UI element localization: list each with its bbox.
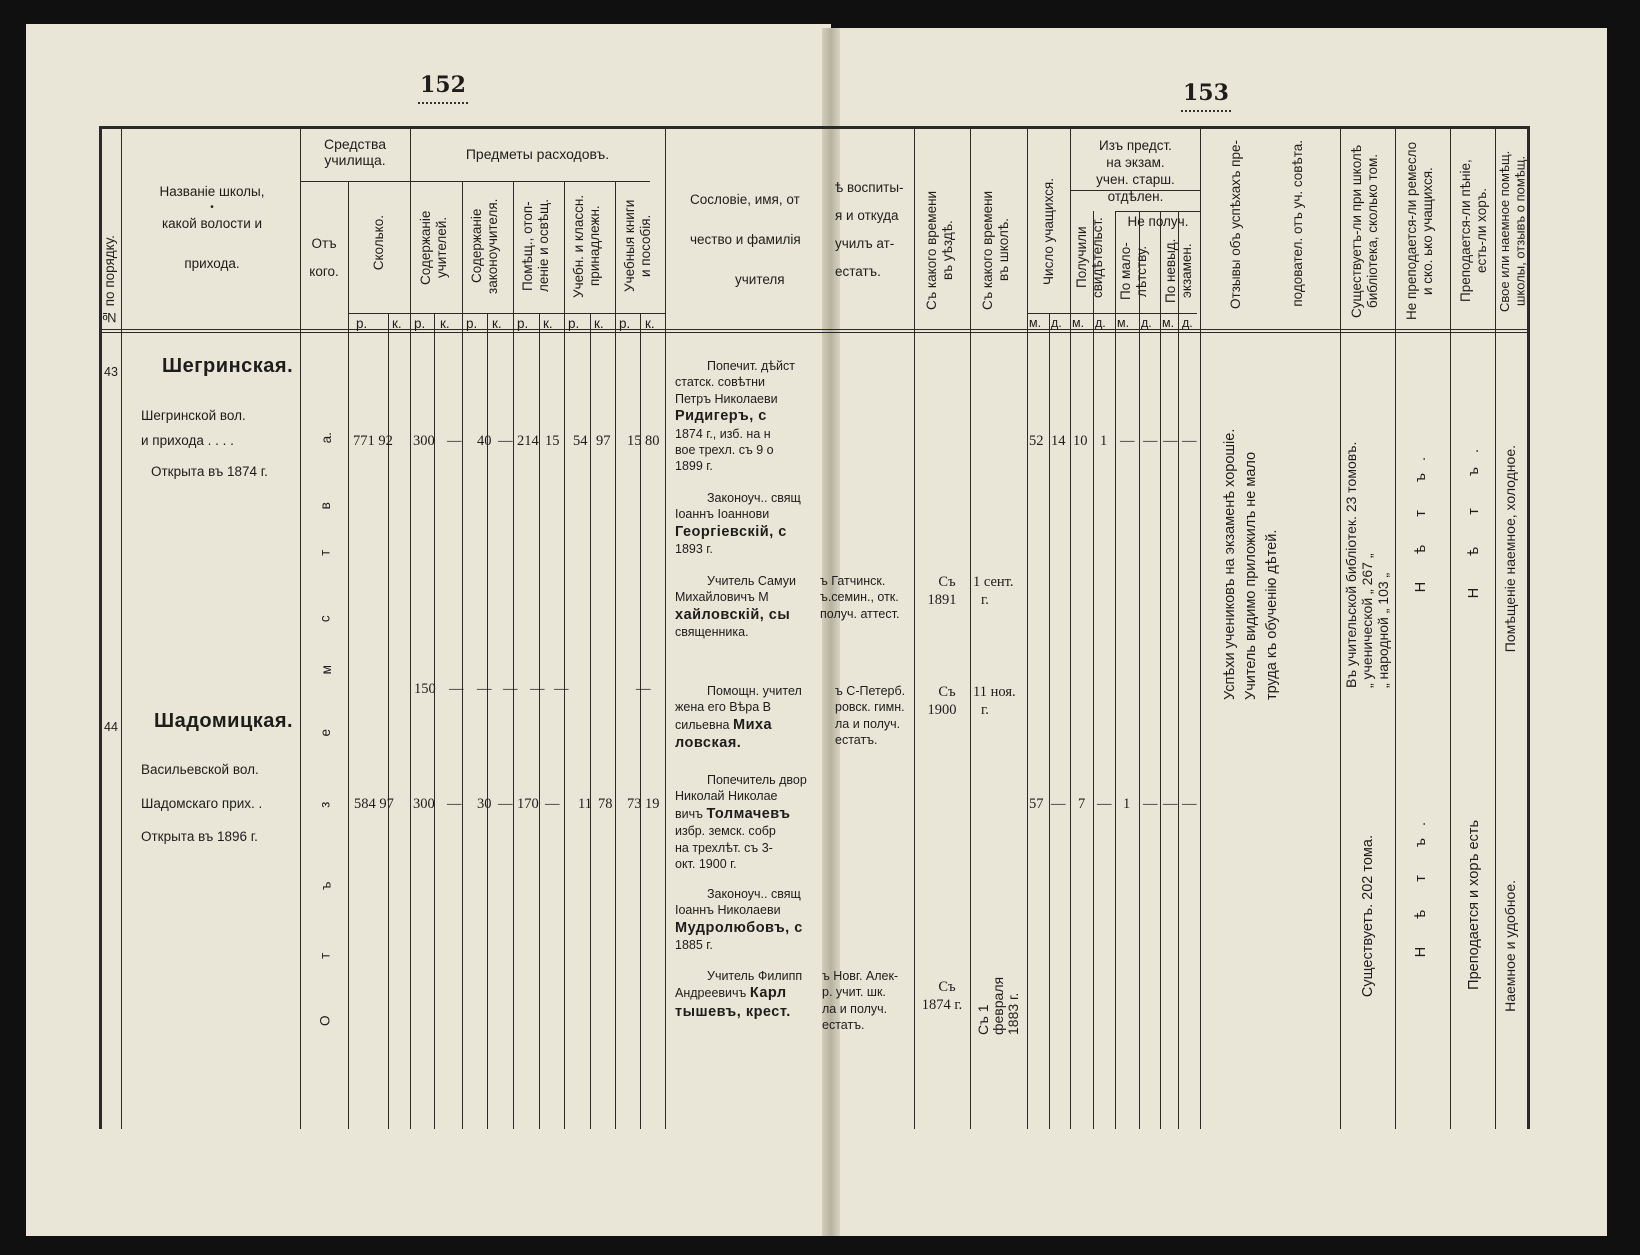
header-crafts: Не преподается-ли ремесло и ско. ько учащихся. <box>1404 141 1436 321</box>
teacher-entry: Попечит. дѣйст статск. совѣтни Петръ Николаеви Ридигеръ, с 1874 г., изб. на н вое трехл. съ 9 о 1899 г. <box>675 359 795 474</box>
header-premises: Свое или наемное помѣщ. школы, отзывъ о помѣщ. <box>1497 150 1528 312</box>
funds-amount: 771 92 <box>353 433 393 449</box>
school-crafts: Н ѣ т ъ. <box>1413 445 1429 593</box>
school-crafts: Н ѣ т ъ. <box>1413 810 1429 958</box>
teacher-entry: Законоуч.. свящ Іоаннъ Николаеви Мудролюбовъ, с 1885 г. <box>675 887 803 953</box>
right-page-number: 153 <box>1183 80 1229 106</box>
header-by-age: По мало- лѣтству. <box>1118 242 1150 300</box>
school-name: Шегринская. <box>162 355 294 377</box>
since-uyezd: Съ 1900 <box>927 684 957 718</box>
school-district: Шегринской вол. <box>141 408 246 423</box>
teacher-entry: Помощн. учител жена его Вѣра В сильевна Миха ловская. <box>675 684 802 752</box>
school-premises: Помѣщеніе наемное, холодное. <box>1502 445 1518 653</box>
school-premises: Наемное и удобное. <box>1502 880 1518 1012</box>
header-school-name: Названіе школы, • какой волости и прихода. <box>159 184 265 271</box>
school-library: Существуетъ. 202 тома. <box>1360 835 1376 998</box>
school-singing: Преподается и хоръ есть <box>1466 820 1482 990</box>
since-school: Съ 1 февраля 1883 г. <box>975 976 1021 1035</box>
school-district: Васильевской вол. <box>141 762 259 777</box>
header-exp-class: Учебн. и классн. принадлежн. <box>571 194 603 298</box>
header-since-school: Съ какого времени въ школѣ. <box>980 190 1012 310</box>
header-teacher-left: Сословіе, имя, от чество и фамилія учителя <box>690 192 801 287</box>
school-library: Въ учительской библіотек. 23 томовъ. „ ученической „ 267 „ „ народной „ 103 „ <box>1343 441 1391 688</box>
header-reviews-2: подовател. отъ уч. совѣта. <box>1290 140 1305 307</box>
header-exp-premises: Помѣщ., отоп- леніе и освѣщ. <box>520 199 552 293</box>
header-exam: Изъ предст. на экзам. учен. старш. отдѣлен. <box>1096 138 1175 204</box>
since-school: 11 ноя. г. <box>973 684 1016 718</box>
header-no-show: По невыд. экзамен. <box>1163 238 1195 304</box>
header-received-cert: Получили свидѣтельст. <box>1074 217 1106 298</box>
header-exp-law: Содержаніе законоучителя. <box>469 198 501 294</box>
school-review: Успѣхи учениковъ на экзаменѣ хорошіе. Учитель видимо приложилъ не мало труда къ обученію дѣтей. <box>1222 428 1280 700</box>
teacher-entry: Попечитель двор Николай Николае вичъ Толмачевъ избр. земск. собр на трехлѣт. съ 3- окт. 1900 г. <box>675 773 807 871</box>
teacher-entry: Учитель Филипп Андреевичъ Карл тышевъ, крест. <box>675 969 803 1021</box>
header-exp-teachers: Содержаніе учителей. <box>418 210 450 285</box>
row-number: 44 <box>104 720 118 734</box>
teacher-education: ъ Новг. Алек- р. учит. шк. ла и получ. естатъ. <box>822 969 899 1032</box>
header-since-uyezd: Съ какого времени въ уѣздѣ. <box>924 190 956 310</box>
header-exp-books: Учебныя книги и пособія. <box>622 199 654 293</box>
left-page-number: 152 <box>420 72 466 98</box>
school-singing: Н ѣ т ъ. <box>1466 435 1482 599</box>
since-school: 1 сент. г. <box>973 574 1014 608</box>
funds-amount: 584 97 <box>354 796 394 812</box>
header-funds-amount: Сколько. <box>371 215 386 271</box>
header-singing: Преподается-ли пѣніе, есть-ли хоръ. <box>1458 159 1490 303</box>
since-uyezd: Съ 1891 <box>927 574 957 608</box>
school-opened: Открыта въ 1874 г. <box>151 464 268 479</box>
header-funds: Средства училища. <box>323 136 387 169</box>
teacher-education: ъ С-Петерб. ровск. гимн. ла и получ. естатъ. <box>835 684 906 747</box>
header-pupils: Число учащихся. <box>1041 178 1056 285</box>
teacher-entry: Учитель Самуи Михайловичъ М хайловскій, сы священника. <box>675 574 796 640</box>
header-not-received: Не получ. <box>1127 214 1189 229</box>
school-parish: и прихода . . . . <box>141 433 234 448</box>
header-funds-from: Отъ кого. <box>309 236 339 279</box>
header-library: Существуетъ-ли при школѣ библіотека, сколько том. <box>1349 144 1381 318</box>
header-expenses: Предметы расходовъ. <box>465 146 610 162</box>
header-teacher-right: ѣ воспиты- я и откуда училъ ат- естатъ. <box>835 180 904 279</box>
since-uyezd: Съ 1874 г. <box>921 979 963 1013</box>
teacher-education: ъ Гатчинск. ъ.семин., отк. получ. аттест. <box>820 574 900 621</box>
school-opened: Открыта въ 1896 г. <box>141 829 258 844</box>
row-number: 43 <box>104 365 118 379</box>
school-parish: Шадомскаго прих. . <box>141 796 263 811</box>
teacher-entry: Законоуч.. свящ Іоаннъ Іоаннови Георгіевскій, с 1893 г. <box>675 491 801 557</box>
header-row-number: № по порядку. <box>102 235 117 325</box>
school-name: Шадомицкая. <box>154 710 294 732</box>
header-reviews: Отзывы объ успѣхахъ пре- <box>1228 140 1243 309</box>
